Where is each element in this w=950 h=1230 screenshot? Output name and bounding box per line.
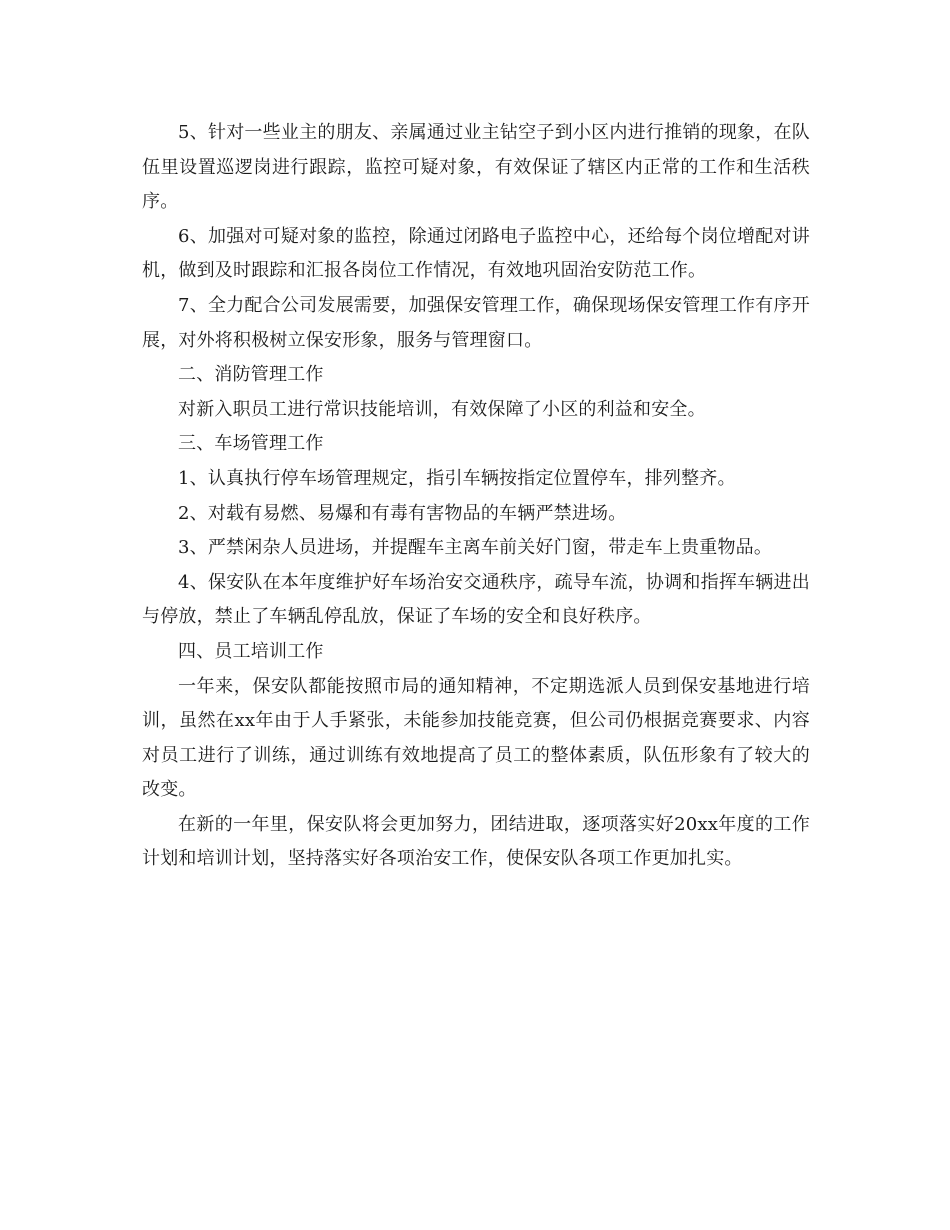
paragraph-staff-training: 一年来，保安队都能按照市局的通知精神，不定期选派人员到保安基地进行培训，虽然在xx年由于人手紧张，未能参加技能竞赛，但公司仍根据竞赛要求、内容对员工进行了训练，通过训练有效地提高了员工的整体素质，队伍形象有了较大的改变。 (142, 675, 810, 801)
document-body (142, 116, 810, 877)
paragraph-item-6: 6、加强对可疑对象的监控，除通过闭路电子监控中心，还给每个岗位增配对讲机，做到及时跟踪和汇报各岗位工作情况，有效地巩固治安防范工作。 (142, 225, 810, 282)
paragraph-item-5: 5、针对一些业主的朋友、亲属通过业主钻空子到小区内进行推销的现象，在队伍里设置巡逻岗进行跟踪，监控可疑对象，有效保证了辖区内正常的工作和生活秩序。 (142, 122, 810, 213)
section-heading-fire-management: 二、消防管理工作 (178, 364, 324, 386)
paragraph-fire-training: 对新入职员工进行常识技能培训，有效保障了小区的利益和安全。 (178, 398, 706, 420)
paragraph-parking-item-1: 1、认真执行停车场管理规定，指引车辆按指定位置停车，排列整齐。 (178, 467, 736, 489)
section-heading-parking-management: 三、车场管理工作 (178, 433, 324, 455)
paragraph-new-year-plan: 在新的一年里，保安队将会更加努力，团结进取，逐项落实好20xx年度的工作计划和培训计划，坚持落实好各项治安工作，使保安队各项工作更加扎实。 (142, 813, 810, 870)
paragraph-parking-item-3: 3、严禁闲杂人员进场，并提醒车主离车前关好门窗，带走车上贵重物品。 (178, 537, 773, 559)
paragraph-parking-item-2: 2、对载有易燃、易爆和有毒有害物品的车辆严禁进场。 (178, 502, 627, 524)
paragraph-parking-item-4: 4、保安队在本年度维护好车场治安交通秩序，疏导车流，协调和指挥车辆进出与停放，禁止了车辆乱停乱放，保证了车场的安全和良好秩序。 (142, 571, 810, 628)
section-heading-staff-training: 四、员工培训工作 (178, 640, 324, 662)
paragraph-item-7: 7、全力配合公司发展需要，加强保安管理工作，确保现场保安管理工作有序开展，对外将积极树立保安形象，服务与管理窗口。 (142, 294, 810, 351)
